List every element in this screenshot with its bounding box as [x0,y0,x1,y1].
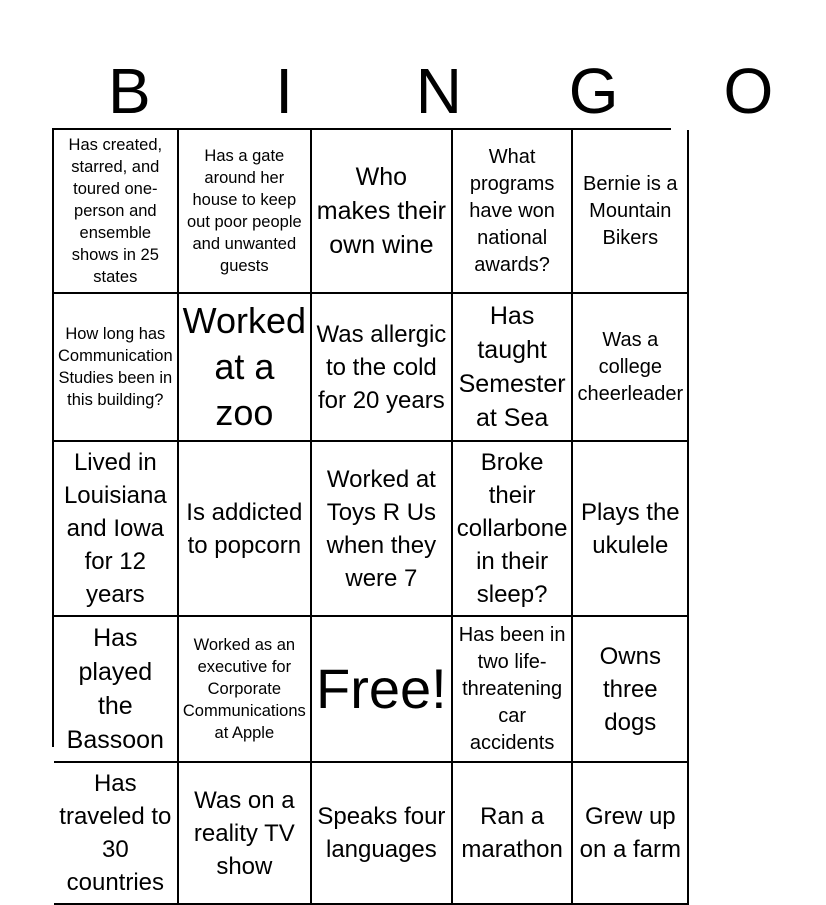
bingo-free-space[interactable]: Free! [312,617,453,763]
header-letter-o: O [723,55,774,127]
bingo-cell[interactable]: Has a gate around her house to keep out poor people and unwanted guests [179,130,312,294]
bingo-cell[interactable]: Has created, starred, and toured one-person and ensemble shows in 25 states [54,130,179,294]
bingo-cell[interactable]: Who makes their own wine [312,130,453,294]
bingo-cell[interactable]: Was on a reality TV show [179,763,312,905]
bingo-cell[interactable]: What programs have won national awards? [453,130,574,294]
bingo-cell[interactable]: Grew up on a farm [573,763,689,905]
bingo-cell[interactable]: Broke their collarbone in their sleep? [453,442,574,617]
bingo-cell[interactable]: How long has Communication Studies been in this building? [54,294,179,442]
bingo-cell[interactable]: Worked at Toys R Us when they were 7 [312,442,453,617]
header-letter-i: I [275,55,294,127]
header-letter-b: B [108,55,151,127]
bingo-card-grid [52,128,684,896]
header-letter-n: N [415,55,462,127]
bingo-header [52,55,774,127]
bingo-cell[interactable]: Speaks four languages [312,763,453,905]
bingo-cell[interactable]: Was allergic to the cold for 20 years [312,294,453,442]
bingo-cell[interactable]: Owns three dogs [573,617,689,763]
bingo-cell[interactable]: Lived in Louisiana and Iowa for 12 years [54,442,179,617]
bingo-cell[interactable]: Has played the Bassoon [54,617,179,763]
bingo-cell[interactable]: Worked at a zoo [179,294,312,442]
bingo-cell[interactable]: Bernie is a Mountain Bikers [573,130,689,294]
bingo-cell[interactable]: Ran a marathon [453,763,574,905]
bingo-cell[interactable]: Has taught Semester at Sea [453,294,574,442]
bingo-cell[interactable]: Has been in two life-threatening car accidents [453,617,574,763]
bingo-cell[interactable]: Is addicted to popcorn [179,442,312,617]
bingo-cell[interactable]: Was a college cheerleader [573,294,689,442]
header-letter-g: G [568,55,619,127]
bingo-cell[interactable]: Plays the ukulele [573,442,689,617]
bingo-cell[interactable]: Worked as an executive for Corporate Communications at Apple [179,617,312,763]
bingo-cell[interactable]: Has traveled to 30 countries [54,763,179,905]
